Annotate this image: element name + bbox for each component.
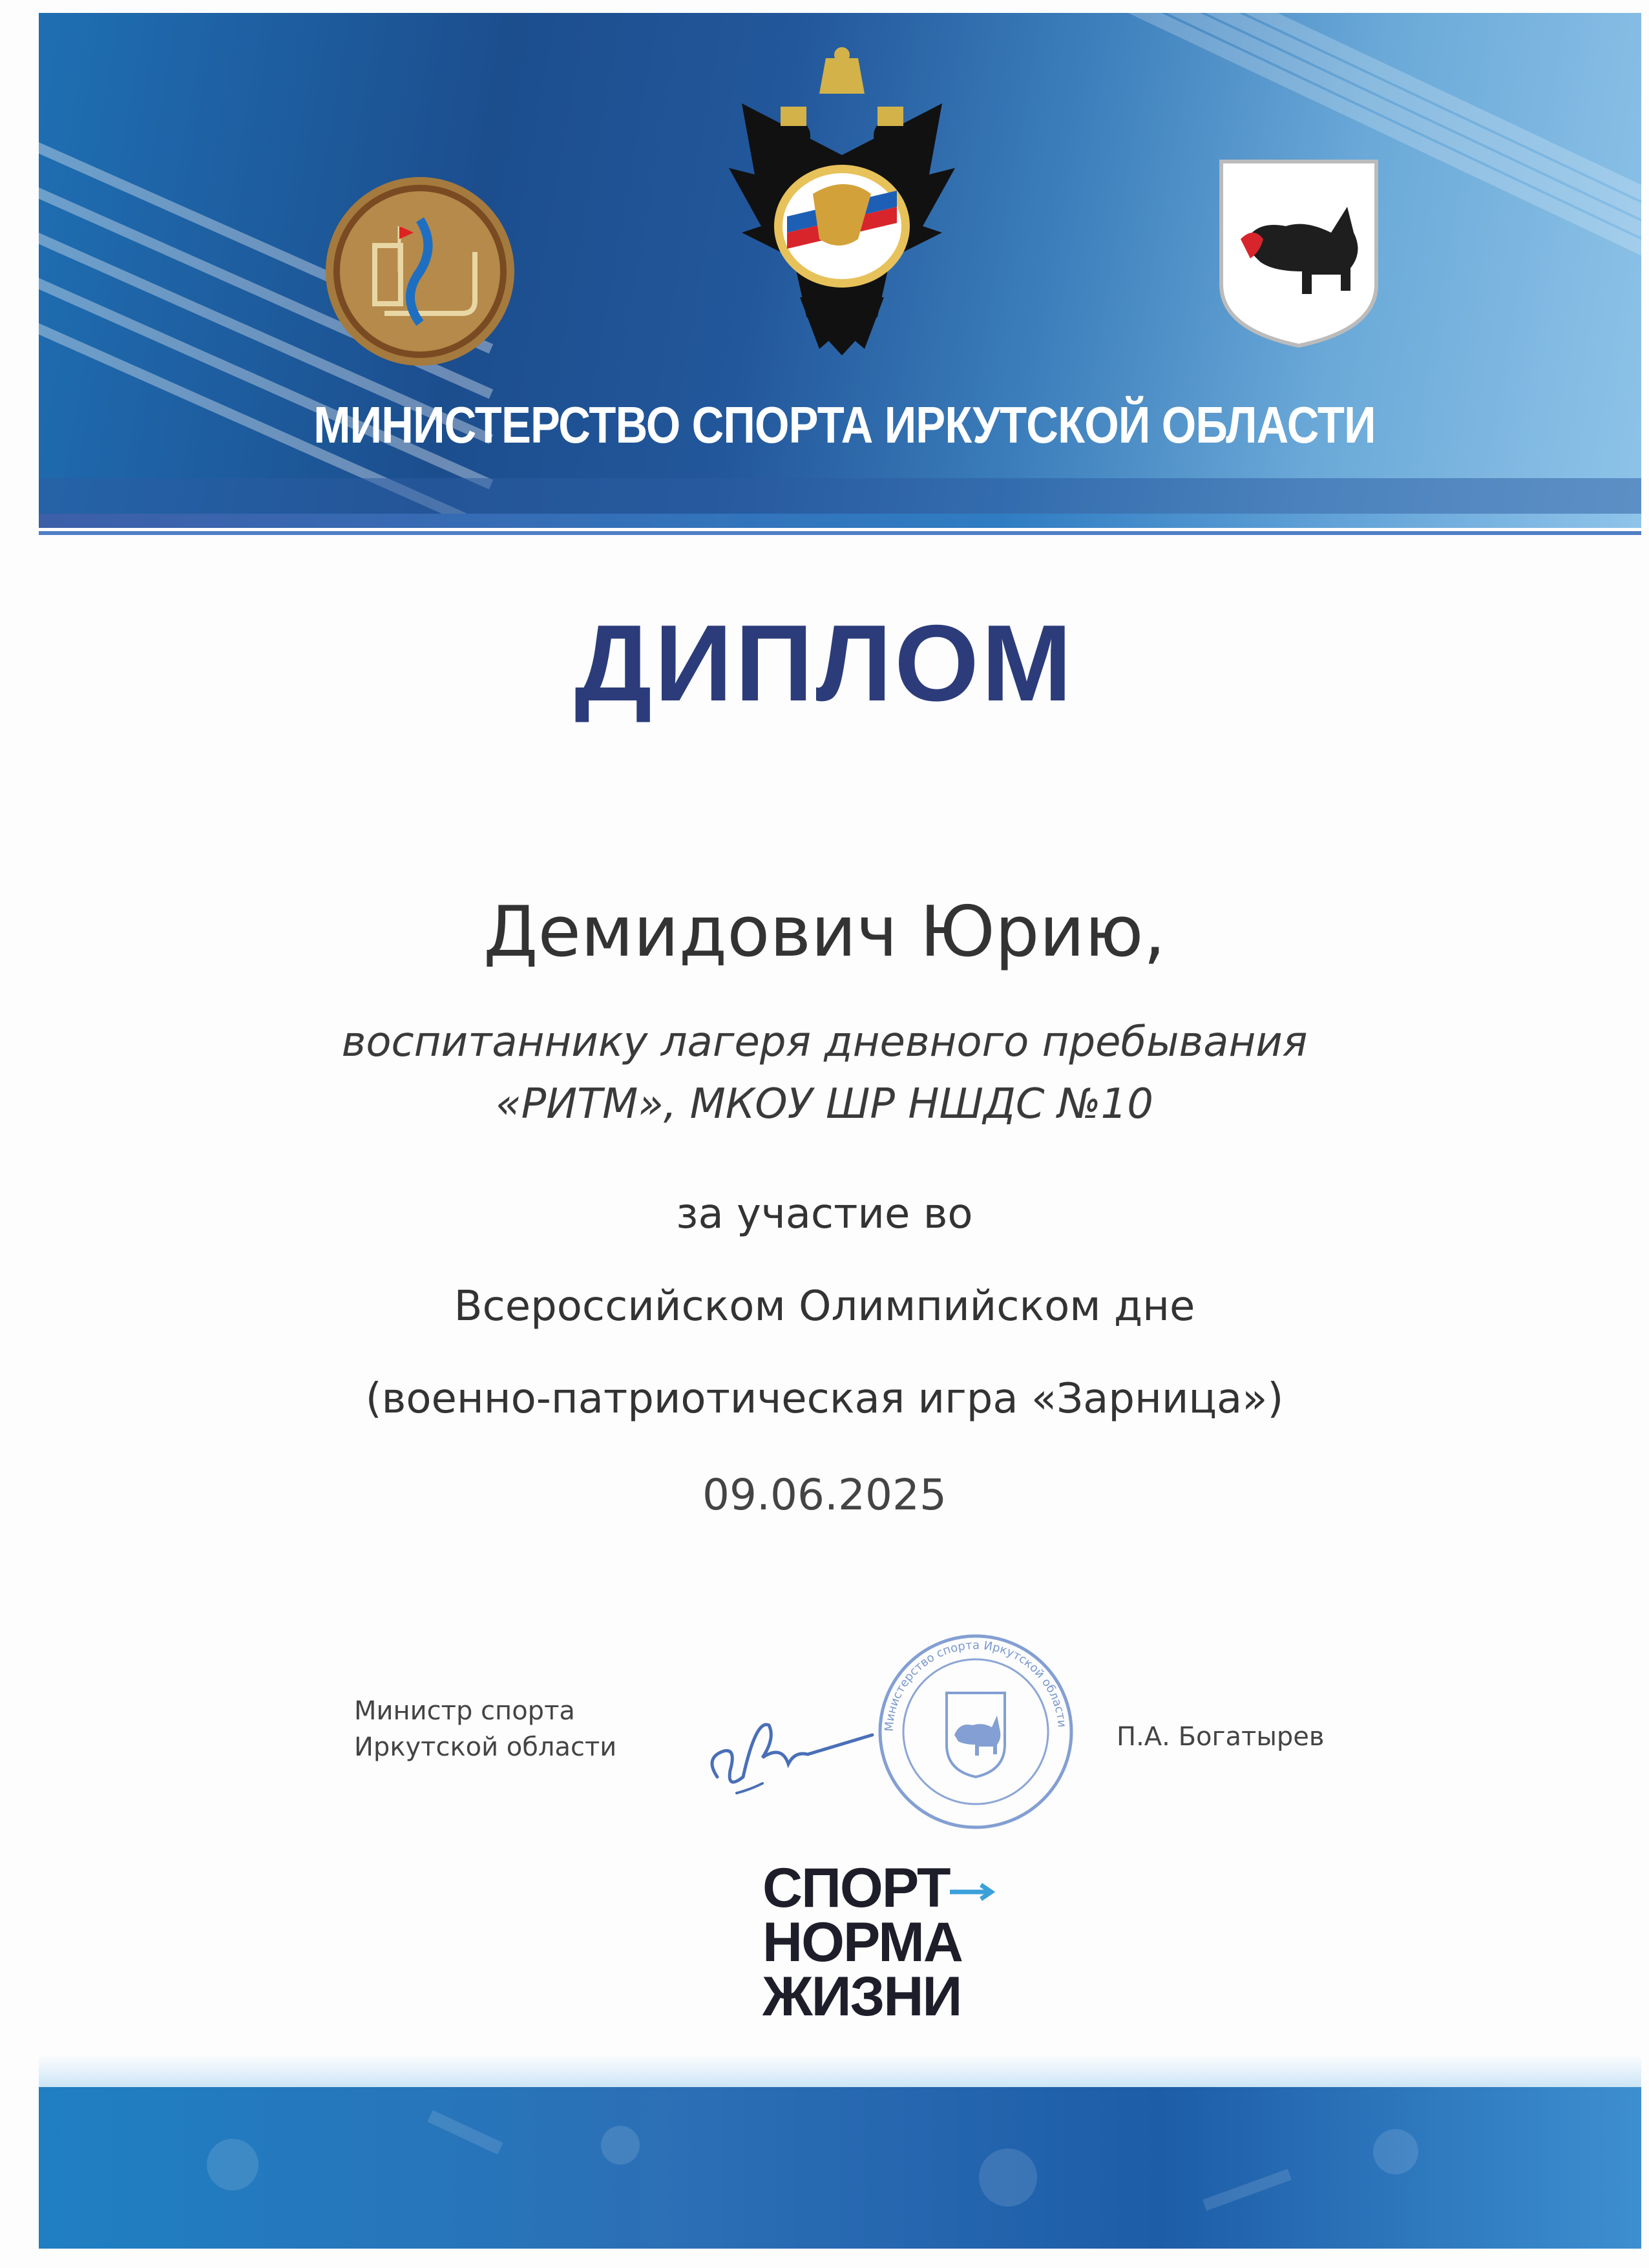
slogan-logo — [762, 1857, 1002, 2028]
header-divider-thin — [39, 531, 1641, 535]
irkutsk-coat-of-arms-icon — [1215, 155, 1383, 349]
role-line-1: воспитаннику лагеря дневного пребывания — [341, 1018, 1308, 1066]
role-line-2: «РИТМ», МКОУ ШР НШДС №10 — [496, 1080, 1153, 1128]
svg-text:Министерство спорта Иркутской — [883, 1639, 1069, 1732]
recipient-role — [0, 1011, 1649, 1135]
sports-committee-emblem-icon — [323, 174, 517, 368]
official-seal-icon — [876, 1632, 1076, 1832]
event-detail: (военно-патриотическая игра «Зарница») — [365, 1375, 1284, 1423]
for-text: за участие во — [676, 1190, 973, 1238]
arrow-right-icon — [950, 1882, 1002, 1902]
stamp-text: Министерство спорта Иркутской области — [882, 1638, 1069, 1732]
slogan-line-2: НОРМА — [762, 1911, 962, 1973]
signer-position-line-1: Министр спорта — [354, 1696, 575, 1726]
footer-pattern — [39, 2087, 1641, 2249]
double-headed-eagle-emblem-icon — [716, 45, 968, 368]
handwritten-signature — [698, 1680, 879, 1809]
signer-name: П.А. Богатырев — [1117, 1722, 1325, 1752]
signer-position-line-2: Иркутской области — [354, 1732, 617, 1762]
signer-position — [354, 1693, 616, 1765]
footer-banner — [39, 2087, 1641, 2249]
document-title: ДИПЛОМ — [574, 602, 1075, 724]
slogan-line-3: ЖИЗНИ — [762, 1966, 961, 2028]
event-date: 09.06.2025 — [702, 1470, 947, 1520]
event-name: Всероссийском Олимпийском дне — [454, 1283, 1195, 1330]
header-divider — [39, 514, 1641, 528]
slogan-line-1: СПОРТ — [762, 1857, 950, 1919]
organization-title: МИНИСТЕРСТВО СПОРТА ИРКУТСКОЙ ОБЛАСТИ — [313, 396, 1376, 454]
recipient-name: Демидович Юрию, — [483, 892, 1166, 972]
